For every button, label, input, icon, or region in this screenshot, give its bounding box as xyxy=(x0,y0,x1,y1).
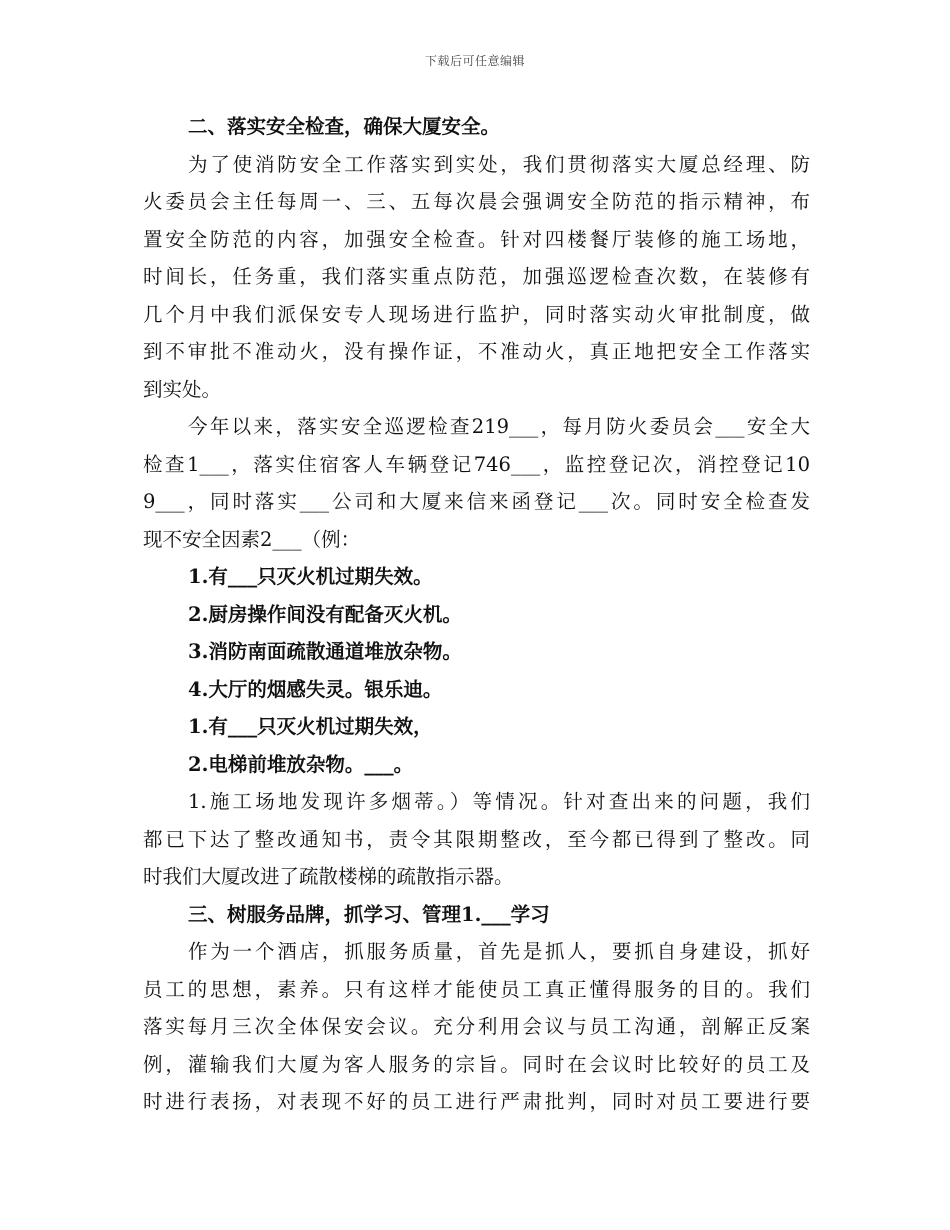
paragraph-line: 落实每月三次全体保安会议。充分利用会议与员工沟通，剖解正反案 xyxy=(143,1015,810,1038)
paragraph-line: 几个月中我们派保安专人现场进行监护，同时落实动火审批制度，做 xyxy=(143,302,810,326)
page-header: 下载后可任意编辑 xyxy=(424,54,525,68)
paragraph-line: 1.施工场地发现许多烟蒂。）等情况。针对查出来的问题，我们 xyxy=(188,790,810,813)
heading-line: 2.电梯前堆放杂物。___。 xyxy=(188,752,414,776)
heading-line: 三、树服务品牌，抓学习、管理1.___学习 xyxy=(188,902,550,926)
paragraph-line: 都已下达了整改通知书，责令其限期整改，至今都已得到了整改。同 xyxy=(143,827,810,851)
paragraph-line: 检查1___，落实住宿客人车辆登记746___，监控登记次，消控登记10 xyxy=(143,452,810,476)
heading-line: 二、落实安全检查，确保大厦安全。 xyxy=(188,115,501,138)
heading-line: 3.消防南面疏散通道堆放杂物。 xyxy=(188,640,462,663)
heading-line: 2.厨房操作间没有配备灭火机。 xyxy=(188,602,462,626)
paragraph-line: 今年以来，落实安全巡逻检查219___，每月防火委员会___安全大 xyxy=(188,415,810,438)
heading-line: 1.有___只灭火机过期失效。 xyxy=(188,565,433,588)
document-body xyxy=(143,108,810,1121)
paragraph-line: 时进行表扬，对表现不好的员工进行严肃批判，同时对员工要进行要 xyxy=(143,1090,810,1113)
heading-line: 1.有___只灭火机过期失效， xyxy=(188,715,433,738)
paragraph-line: 到不审批不准动火，没有操作证，不准动火，真正地把安全工作落实 xyxy=(143,340,810,363)
paragraph-line: 时间长，任务重，我们落实重点防范，加强巡逻检查次数，在装修有 xyxy=(143,265,810,288)
paragraph-line: 置安全防范的内容，加强安全检查。针对四楼餐厅装修的施工场地， xyxy=(143,227,810,251)
paragraph-line: 员工的思想，素养。只有这样才能使员工真正懂得服务的目的。我们 xyxy=(143,977,810,1001)
paragraph-line: 作为一个酒店，抓服务质量，首先是抓人，要抓自身建设，抓好 xyxy=(188,940,810,963)
paragraph-line: 为了使消防安全工作落实到实处，我们贯彻落实大厦总经理、防 xyxy=(188,152,810,176)
paragraph-line: 现不安全因素2___（例： xyxy=(143,527,361,551)
paragraph-line: 例，灌输我们大厦为客人服务的宗旨。同时在会议时比较好的员工及 xyxy=(143,1052,810,1076)
paragraph-line: 火委员会主任每周一、三、五每次晨会强调安全防范的指示精神，布 xyxy=(143,190,810,213)
paragraph-line: 到实处。 xyxy=(143,377,222,401)
paragraph-line: 时我们大厦改进了疏散楼梯的疏散指示器。 xyxy=(143,865,514,888)
paragraph-line: 9___，同时落实___公司和大厦来信来函登记___次。同时安全检查发 xyxy=(143,490,810,513)
heading-line: 4.大厅的烟感失灵。银乐迪。 xyxy=(188,677,443,701)
